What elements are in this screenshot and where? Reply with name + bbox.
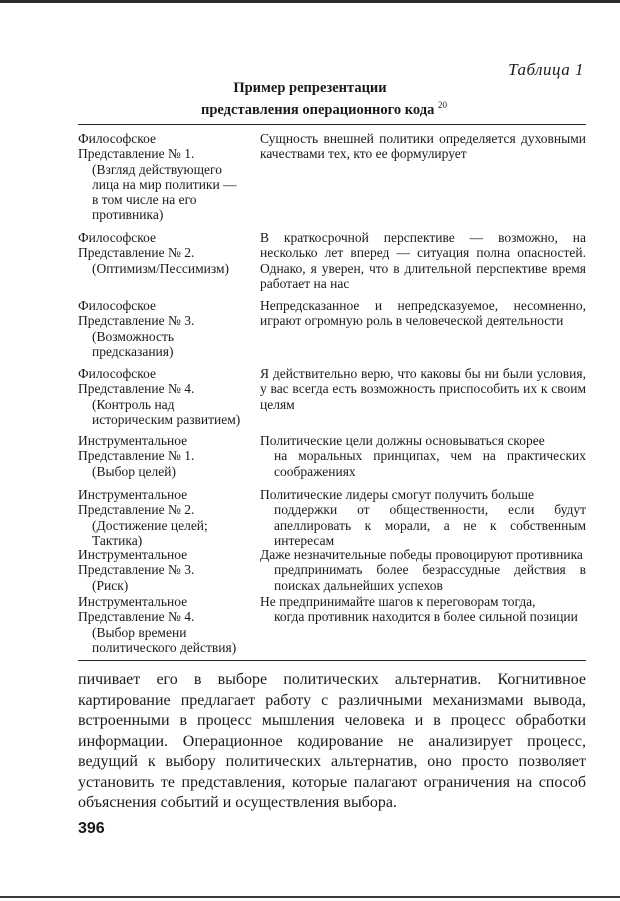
example-text: Даже незначительные победы провоцируют противника [260,547,583,562]
representation-title: Инструментальное Представление № 3. [78,547,195,578]
table-title-line2: представления операционного кода [201,101,435,118]
representation-title: Философское Представление № 2. [78,230,195,261]
top-edge-rule [0,0,620,3]
example-text-continued: предпринимать более безрассудные действия в поисках дальнейших успехов [274,562,586,593]
example-text: Политические цели должны основываться скорее [260,433,545,448]
representation-title: Инструментальное Представление № 4. [78,594,195,625]
example-text: В краткосрочной перспективе — возможно, на несколько лет вперед — ситуация полна опасностей. Однако, я уверен, что в длительной перспективе время работает на нас [260,230,586,291]
table-title-line2-wrap [0,97,620,119]
representation-cell [78,487,243,548]
representation-description: (Риск) [92,577,129,593]
example-cell [260,594,586,625]
example-cell [260,131,586,162]
table-top-rule [78,124,586,125]
example-text: Политические лидеры смогут получить больше [260,487,534,502]
representation-title: Философское Представление № 1. [78,131,195,162]
example-cell [260,547,586,593]
representation-description: (Достижение целей; Тактика) [92,517,208,548]
representation-cell [78,298,243,359]
representation-cell [78,433,243,479]
table-title [0,80,620,119]
representation-description: (Возможность предсказания) [92,328,175,359]
example-text: Сущность внешней политики определяется духовными качествами тех, кто ее формулирует [260,131,586,162]
example-cell [260,366,586,412]
representation-cell [78,230,243,276]
representation-description: (Выбор целей) [92,463,176,479]
representation-description: (Контроль над историческим развитием) [92,396,241,427]
example-cell [260,298,586,329]
representation-cell [78,594,243,655]
table-bottom-rule [78,660,586,661]
example-text-continued: когда противник находится в более сильной позиции [274,609,578,625]
example-cell [260,230,586,291]
example-text-continued: на моральных принципах, чем на практических соображениях [274,448,586,479]
representation-description: (Взгляд действующего лица на мир политики — в том числе на его противника) [92,161,237,223]
table-title-line1: Пример репрезентации [233,80,387,96]
representation-cell [78,547,243,593]
title-footnote-marker: 20 [437,100,447,110]
page-number: 396 [78,820,105,837]
example-cell [260,433,586,479]
table-label: Таблица 1 [508,60,584,79]
example-cell [260,487,586,548]
representation-cell [78,131,243,223]
bottom-edge-rule [0,896,620,898]
body-paragraph: пичивает его в выборе политических альтернатив. Когнитивное картирование предлагает работу с различными механизмами вывода, встроенными в процесс мышления человека и в процесс обработки информации. Операционное кодирование не анализирует процесс, ведущий к выбору политических альтернатив, оно просто позволяет установить те представления, которые палагают ограничения на способ объяснения событий и осуществления выбора. [78,671,586,811]
representation-cell [78,366,243,427]
example-text: Я действительно верю, что каковы бы ни были условия, у вас всегда есть возможность приспособить их к своим целям [260,366,586,412]
example-text: Не предпринимайте шагов к переговорам тогда, [260,594,536,609]
representation-description: (Оптимизм/Пессимизм) [92,260,230,276]
example-text: Непредсказанное и непредсказуемое, несомненно, играют огромную роль в человеческой деятельности [260,298,586,329]
representation-title: Философское Представление № 4. [78,366,195,397]
representation-title: Инструментальное Представление № 2. [78,487,195,518]
representation-description: (Выбор времени политического действия) [92,624,237,655]
representation-title: Инструментальное Представление № 1. [78,433,195,464]
example-text-continued: поддержки от общественности, если будут апеллировать к морали, а не к собственным интересам [274,502,586,548]
representation-title: Философское Представление № 3. [78,298,195,329]
